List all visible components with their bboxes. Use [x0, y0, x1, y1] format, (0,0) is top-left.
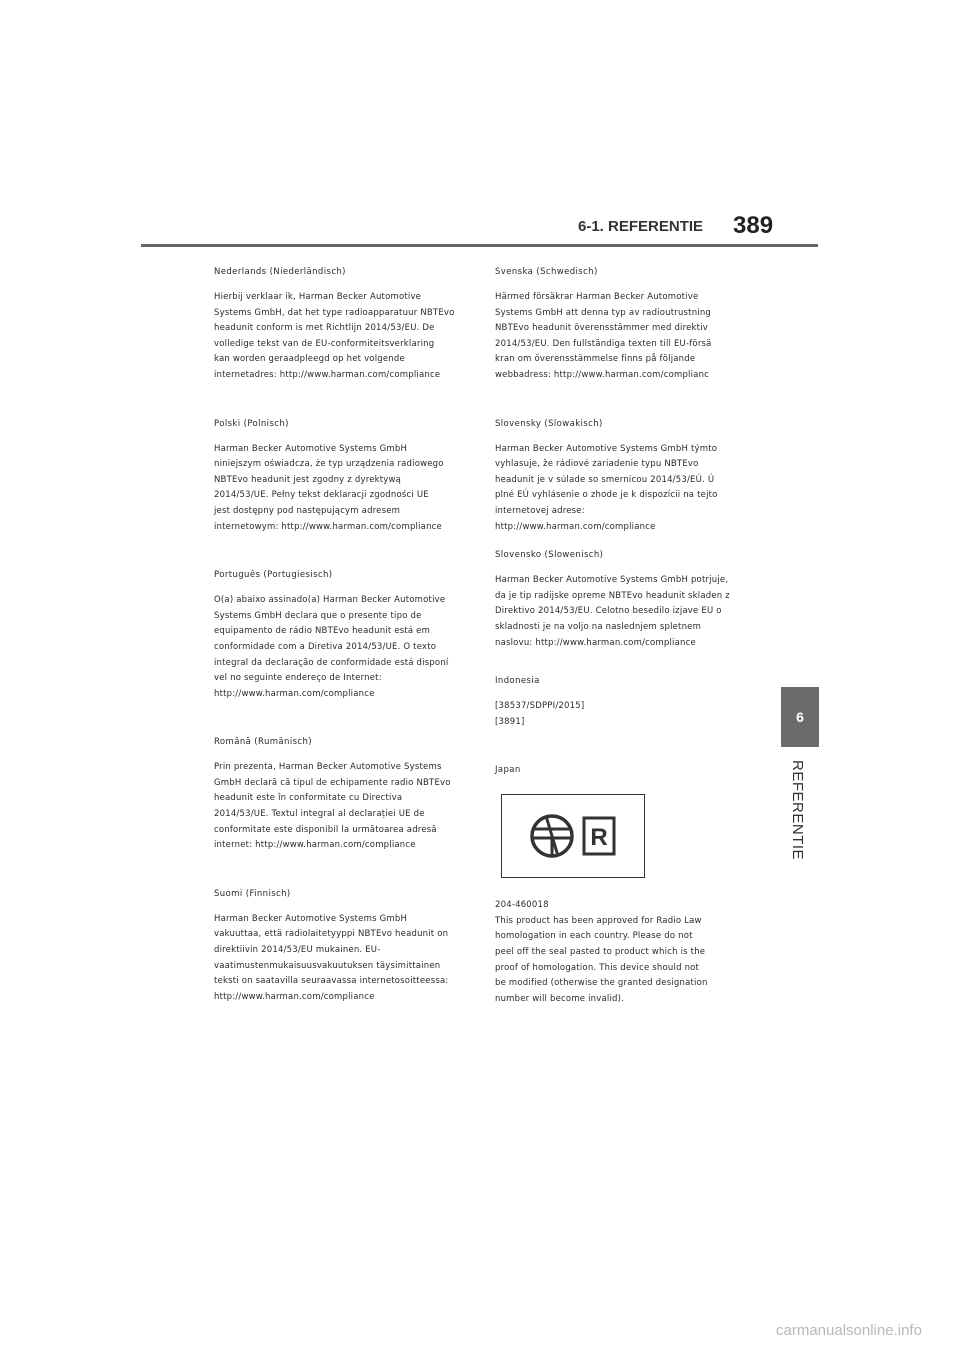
section-body: O(a) abaixo assinado(a) Harman Becker Automotive Systems GmbH declara que o presente tipo de equipamento de rádio NBTEvo headunit está em conformidade com a Diretiva 2014/53/UE. O texto integral da declaração de conformidade está disponí vel no seguinte endereço de Internet: http://www.harman.com/compliance	[214, 595, 449, 699]
header-rule	[141, 244, 818, 247]
section-body: Hierbij verklaar ik, Harman Becker Automotive Systems GmbH, dat het type radioapparatuur NBTEvo headunit conform is met Richtlijn 2014/53/EU. De volledige tekst van de EU-conformiteitsverklaring kan worden geraadpleegd op het volgende internetadres: http://www.harman.com/compliance	[214, 292, 455, 380]
chapter-tab-number: 6	[796, 709, 804, 725]
page-number: 389	[733, 212, 774, 239]
section-svenska	[495, 266, 753, 384]
section-portugues	[214, 569, 472, 702]
section-title: Română (Rumänisch)	[214, 737, 312, 748]
section-slovensky	[495, 418, 753, 536]
left-column	[214, 266, 472, 1005]
section-suomi	[214, 888, 472, 1006]
section-title: Japan	[495, 765, 521, 776]
section-nederlands	[214, 266, 472, 384]
section-romana	[214, 736, 472, 854]
japan-radio-law-mark	[501, 794, 645, 878]
section-slovensko	[495, 549, 753, 651]
chapter-tab	[781, 687, 819, 747]
japan-mark-letter: R	[590, 824, 608, 852]
section-body: Harman Becker Automotive Systems GmbH niniejszym oświadcza, że typ urządzenia radiowego NBTEvo headunit jest zgodny z dyrektywą 2014/53/UE. Pełny tekst deklaracji zgodności UE jest dostępny pod następującym adresem internetowym: http://www.harman.com/compliance	[214, 443, 444, 532]
section-body: Harman Becker Automotive Systems GmbH potrjuje, da je tip radijske opreme NBTEvo headunit skladen z Direktivo 2014/53/EU. Celotno besedilo izjave EU o skladnosti je na voljo na naslednjem spletnem naslovu: http://www.harman.com/compliance	[495, 575, 730, 648]
section-title: Nederlands (Niederländisch)	[214, 267, 346, 277]
japan-radio-law-r-mark-icon	[524, 805, 624, 867]
header-title: 6-1. REFERENTIE	[578, 218, 704, 235]
section-body: Harman Becker Automotive Systems GmbH vakuuttaa, että radiolaitetyyppi NBTEvo headunit on direktiivin 2014/53/EU mukainen. EU- vaatimustenmukaisuusvakuutuksen täysimittainen teksti on saatavilla seuraavassa internetosoitteessa: http://www.harman.com/compliance	[214, 913, 449, 1002]
section-title: Polski (Polnisch)	[214, 418, 289, 429]
section-title: Svenska (Schwedisch)	[495, 267, 598, 277]
section-title: Slovensko (Slowenisch)	[495, 550, 604, 561]
section-body: [38537/SDPPI/2015] [3891]	[495, 701, 585, 727]
section-title: Slovensky (Slowakisch)	[495, 418, 603, 429]
section-body: Prin prezenta, Harman Becker Automotive Systems GmbH declară că tipul de echipamente radio NBTEvo headunit este în conformitate cu Directiva 2014/53/UE. Textul integral al declarației UE de conformitate este disponibil la următoarea adresă internet: http://www.harman.com/compliance	[214, 762, 451, 851]
watermark: carmanualsonline.info	[776, 1322, 922, 1339]
section-body: Harman Becker Automotive Systems GmbH týmto vyhlasuje, že rádiové zariadenie typu NBTEvo headunit je v súlade so smernicou 2014/53/EÚ. Ú plné EÚ vyhlásenie o zhode je k dispozícii na tejto internetovej adrese: http://www.harman.com/compliance	[495, 443, 718, 532]
section-indonesia	[495, 675, 753, 730]
right-column	[495, 266, 753, 1007]
section-body: Härmed försäkrar Harman Becker Automotive Systems GmbH att denna typ av radioutrustning NBTEvo headunit överensstämmer med direktiv 2014/53/EU. Den fullständiga texten till EU-försä kran om överensstämmelse finns på följande webbadress: http://www.harman.com/complianc	[495, 292, 712, 380]
section-title: Suomi (Finnisch)	[214, 888, 291, 899]
section-title: Indonesia	[495, 676, 540, 687]
section-japan	[495, 764, 753, 1007]
section-polski	[214, 418, 472, 536]
section-title: Português (Portugiesisch)	[214, 570, 333, 581]
japan-approval-text: 204-460018 This product has been approved for Radio Law homologation in each country. Please do not peel off the seal pasted to product which is the proof of homologation. This device should not be modified (otherwise the granted designation number will become invalid).	[495, 900, 708, 1004]
chapter-side-label: REFERENTIE	[789, 760, 806, 861]
